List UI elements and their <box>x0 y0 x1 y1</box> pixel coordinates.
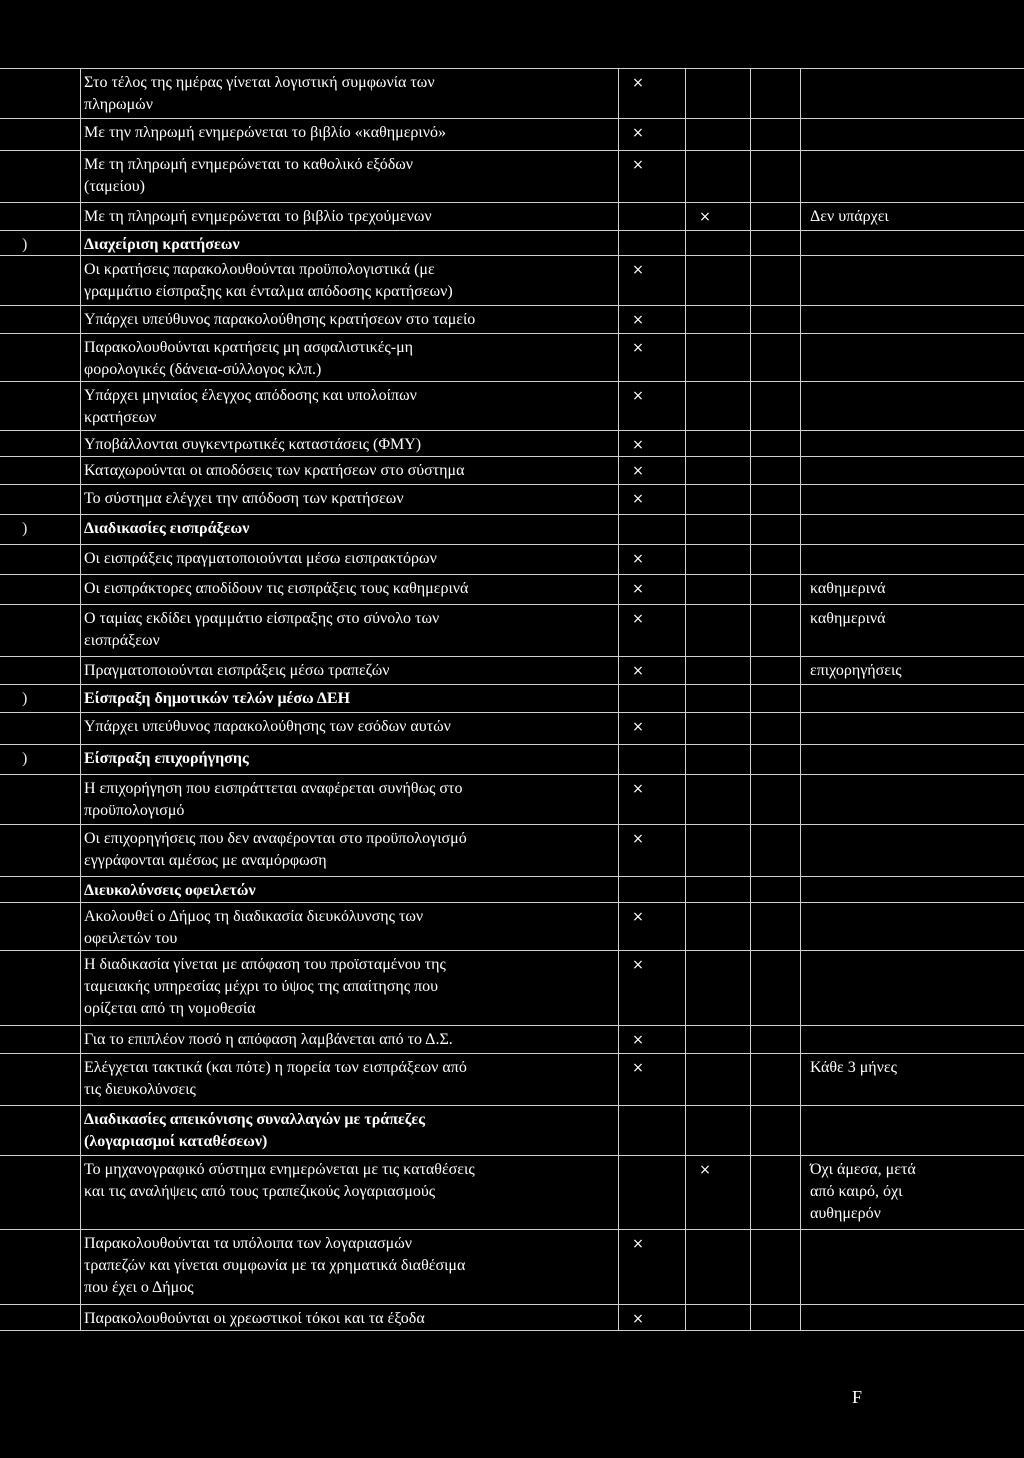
row-description: Καταχωρούνται οι αποδόσεις των κρατήσεων στο σύστημα <box>84 462 465 479</box>
yes-mark: × <box>632 581 644 597</box>
column-divider <box>80 68 81 1331</box>
row-description: Υποβάλλονται συγκεντρωτικές καταστάσεις (ΦΜΥ) <box>84 436 422 453</box>
table-row <box>0 484 1024 514</box>
section-heading: Είσπραξη επιχορήγησης <box>84 750 249 767</box>
row-description: Το σύστημα ελέγχει την απόδοση των κρατήσεων <box>84 490 404 507</box>
row-description: Υπάρχει υπεύθυνος παρακολούθησης κρατήσεων στο ταμείο <box>84 311 476 328</box>
table-row <box>0 333 1024 381</box>
column-divider <box>800 68 801 1331</box>
table-row <box>0 456 1024 484</box>
table-row <box>0 712 1024 744</box>
table-row <box>0 544 1024 574</box>
yes-mark: × <box>632 491 644 507</box>
yes-mark: × <box>632 1236 644 1252</box>
section-heading-row <box>0 514 1024 544</box>
section-heading-row <box>0 876 1024 902</box>
table-row <box>0 68 1024 118</box>
yes-mark: × <box>632 781 644 797</box>
table-row <box>0 902 1024 950</box>
yes-mark: × <box>632 611 644 627</box>
table-row <box>0 305 1024 333</box>
row-description: Οι επιχορηγήσεις που δεν αναφέρονται στο προϋπολογισμό εγγράφονται αμέσως με αναμόρφωση <box>84 830 467 869</box>
table-row <box>0 1304 1024 1331</box>
row-description: Πραγματοποιούνται εισπράξεις μέσω τραπεζών <box>84 662 390 679</box>
section-heading-row <box>0 684 1024 712</box>
yes-mark: × <box>632 957 644 973</box>
yes-mark: × <box>632 663 644 679</box>
table-row <box>0 118 1024 150</box>
row-description: Η διαδικασία γίνεται με απόφαση του προϊσταμένου της ταμειακής υπηρεσίας μέχρι το ύψος της απαίτησης που ορίζεται από τη νομοθεσία <box>84 956 446 1017</box>
row-description: Η επιχορήγηση που εισπράττεται αναφέρεται συνήθως στο προϋπολογισμό <box>84 780 463 819</box>
row-description: Με τη πληρωμή ενημερώνεται το βιβλίο τρεχούμενων <box>84 208 432 225</box>
row-description: Υπάρχει μηνιαίος έλεγχος απόδοσης και υπολοίπων κρατήσεων <box>84 387 417 426</box>
row-description: Παρακολουθούνται κρατήσεις μη ασφαλιστικές-μη φορολογικές (δάνεια-σύλλογος κλπ.) <box>84 339 414 378</box>
row-number: ) <box>22 750 28 767</box>
table-row <box>0 150 1024 202</box>
row-number: ) <box>22 236 28 253</box>
column-divider <box>750 68 751 1331</box>
remark: Όχι άμεσα, μετά από καιρό, όχι αυθημερόν <box>810 1161 916 1222</box>
table-row <box>0 430 1024 456</box>
remark: Δεν υπάρχει <box>810 208 889 225</box>
yes-mark: × <box>632 719 644 735</box>
table-row <box>0 381 1024 430</box>
table-row <box>0 604 1024 656</box>
row-description: Οι κρατήσεις παρακολουθούνται προϋπολογιστικά (με γραμμάτιο είσπραξης και ένταλμα απόδοσης κρατήσεων) <box>84 261 453 300</box>
row-description: Οι εισπράκτορες αποδίδουν τις εισπράξεις τους καθημερινά <box>84 580 469 597</box>
row-description: Ο ταμίας εκδίδει γραμμάτιο είσπραξης στο σύνολο των εισπράξεων <box>84 610 440 649</box>
remark: καθημερινά <box>810 610 886 627</box>
section-heading-row <box>0 744 1024 774</box>
table-row <box>0 1155 1024 1229</box>
row-description: Για το επιπλέον ποσό η απόφαση λαμβάνεται από το Δ.Σ. <box>84 1031 453 1048</box>
table-row <box>0 255 1024 305</box>
row-number: ) <box>22 690 28 707</box>
table-row <box>0 574 1024 604</box>
page-footer-mark: F <box>852 1387 863 1407</box>
section-heading: Διαδικασίες εισπράξεων <box>84 520 250 537</box>
row-description: Στο τέλος της ημέρας γίνεται λογιστική συμφωνία των πληρωμών <box>84 74 435 113</box>
yes-mark: × <box>632 1032 644 1048</box>
row-description: Το μηχανογραφικό σύστημα ενημερώνεται με τις καταθέσεις και τις αναλήψεις από τους τραπεζικούς λογαριασμούς <box>84 1161 475 1200</box>
no-mark: × <box>699 1162 711 1178</box>
table-row <box>0 774 1024 824</box>
no-mark: × <box>699 209 711 225</box>
section-heading: Είσπραξη δημοτικών τελών μέσω ΔΕΗ <box>84 690 351 707</box>
column-divider <box>685 68 686 1331</box>
row-description: Υπάρχει υπεύθυνος παρακολούθησης των εσόδων αυτών <box>84 718 451 735</box>
table-row <box>0 950 1024 1025</box>
yes-mark: × <box>632 831 644 847</box>
section-heading: Διαδικασίες απεικόνισης συναλλαγών με τράπεζες (λογαριασμοί καταθέσεων) <box>84 1111 425 1150</box>
yes-mark: × <box>632 909 644 925</box>
yes-mark: × <box>632 1311 644 1327</box>
yes-mark: × <box>632 75 644 91</box>
row-description: Οι εισπράξεις πραγματοποιούνται μέσω εισπρακτόρων <box>84 550 437 567</box>
yes-mark: × <box>632 125 644 141</box>
section-heading-row <box>0 230 1024 255</box>
table-row <box>0 824 1024 876</box>
yes-mark: × <box>632 1060 644 1076</box>
row-description: Παρακολουθούνται τα υπόλοιπα των λογαριασμών τραπεζών και γίνεται συμφωνία με τα χρηματικά διαθέσιμα που έχει ο Δήμος <box>84 1235 466 1296</box>
row-number: ) <box>22 520 28 537</box>
row-description: Ελέγχεται τακτικά (και πότε) η πορεία των εισπράξεων από τις διευκολύνσεις <box>84 1059 467 1098</box>
row-description: Με την πληρωμή ενημερώνεται το βιβλίο «καθημερινό» <box>84 124 446 141</box>
yes-mark: × <box>632 312 644 328</box>
column-divider <box>618 68 619 1331</box>
remark: Κάθε 3 μήνες <box>810 1059 897 1076</box>
row-description: Με τη πληρωμή ενημερώνεται το καθολικό εξόδων (ταμείου) <box>84 156 414 195</box>
table-row <box>0 656 1024 684</box>
section-heading: Διευκολύνσεις οφειλετών <box>84 882 256 899</box>
table-row <box>0 1025 1024 1053</box>
yes-mark: × <box>632 437 644 453</box>
yes-mark: × <box>632 388 644 404</box>
section-heading: Διαχείριση κρατήσεων <box>84 236 240 253</box>
remark: καθημερινά <box>810 580 886 597</box>
yes-mark: × <box>632 551 644 567</box>
table-row <box>0 1229 1024 1304</box>
table-row <box>0 202 1024 230</box>
yes-mark: × <box>632 463 644 479</box>
section-heading-row <box>0 1105 1024 1155</box>
row-description: Παρακολουθούνται οι χρεωστικοί τόκοι και τα έξοδα <box>84 1310 425 1327</box>
yes-mark: × <box>632 340 644 356</box>
remark: επιχορηγήσεις <box>810 662 902 679</box>
yes-mark: × <box>632 262 644 278</box>
row-description: Ακολουθεί ο Δήμος τη διαδικασία διευκόλυνσης των οφειλετών του <box>84 908 424 947</box>
table-row <box>0 1053 1024 1105</box>
yes-mark: × <box>632 157 644 173</box>
